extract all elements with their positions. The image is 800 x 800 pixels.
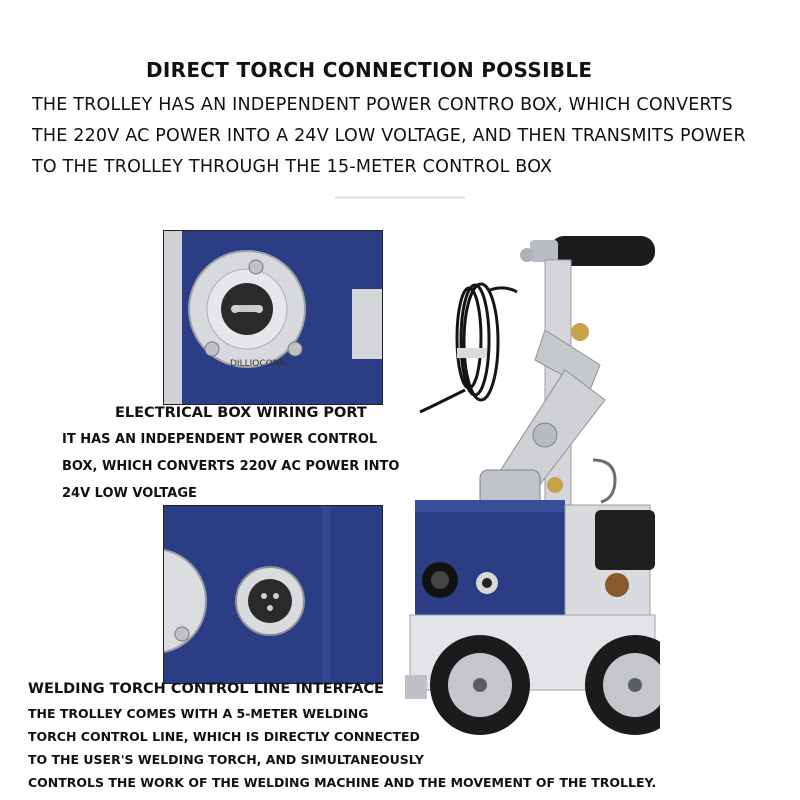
electrical-box-line-2: BOX, WHICH CONVERTS 220V AC POWER INTO — [62, 459, 400, 474]
divider — [335, 196, 465, 199]
electrical-box-line-3: 24V LOW VOLTAGE — [62, 486, 197, 501]
page-title: DIRECT TORCH CONNECTION POSSIBLE — [146, 58, 593, 82]
socket-engraving: DILLIOCONN — [230, 359, 287, 369]
torch-interface-line-1: THE TROLLEY COMES WITH A 5-METER WELDING — [28, 706, 369, 721]
torch-interface-line-2: TORCH CONTROL LINE, WHICH IS DIRECTLY CONNECTED — [28, 729, 420, 744]
electrical-box-photo — [163, 230, 383, 405]
electrical-box-line-1: IT HAS AN INDEPENDENT POWER CONTROL — [62, 432, 378, 447]
welding-trolley-image — [395, 230, 660, 790]
intro-line-1: THE TROLLEY HAS AN INDEPENDENT POWER CONTRO BOX, WHICH CONVERTS — [32, 95, 733, 115]
torch-interface-line-4: CONTROLS THE WORK OF THE WELDING MACHINE AND THE MOVEMENT OF THE TROLLEY. — [28, 775, 657, 790]
torch-interface-photo — [163, 505, 383, 684]
intro-line-2: THE 220V AC POWER INTO A 24V LOW VOLTAGE, AND THEN TRANSMITS POWER — [32, 126, 746, 146]
electrical-box-heading: ELECTRICAL BOX WIRING PORT — [115, 405, 367, 421]
intro-line-3: TO THE TROLLEY THROUGH THE 15-METER CONTROL BOX — [32, 157, 553, 177]
torch-interface-line-3: TO THE USER'S WELDING TORCH, AND SIMULTANEOUSLY — [28, 752, 424, 767]
torch-interface-heading: WELDING TORCH CONTROL LINE INTERFACE — [28, 681, 384, 697]
